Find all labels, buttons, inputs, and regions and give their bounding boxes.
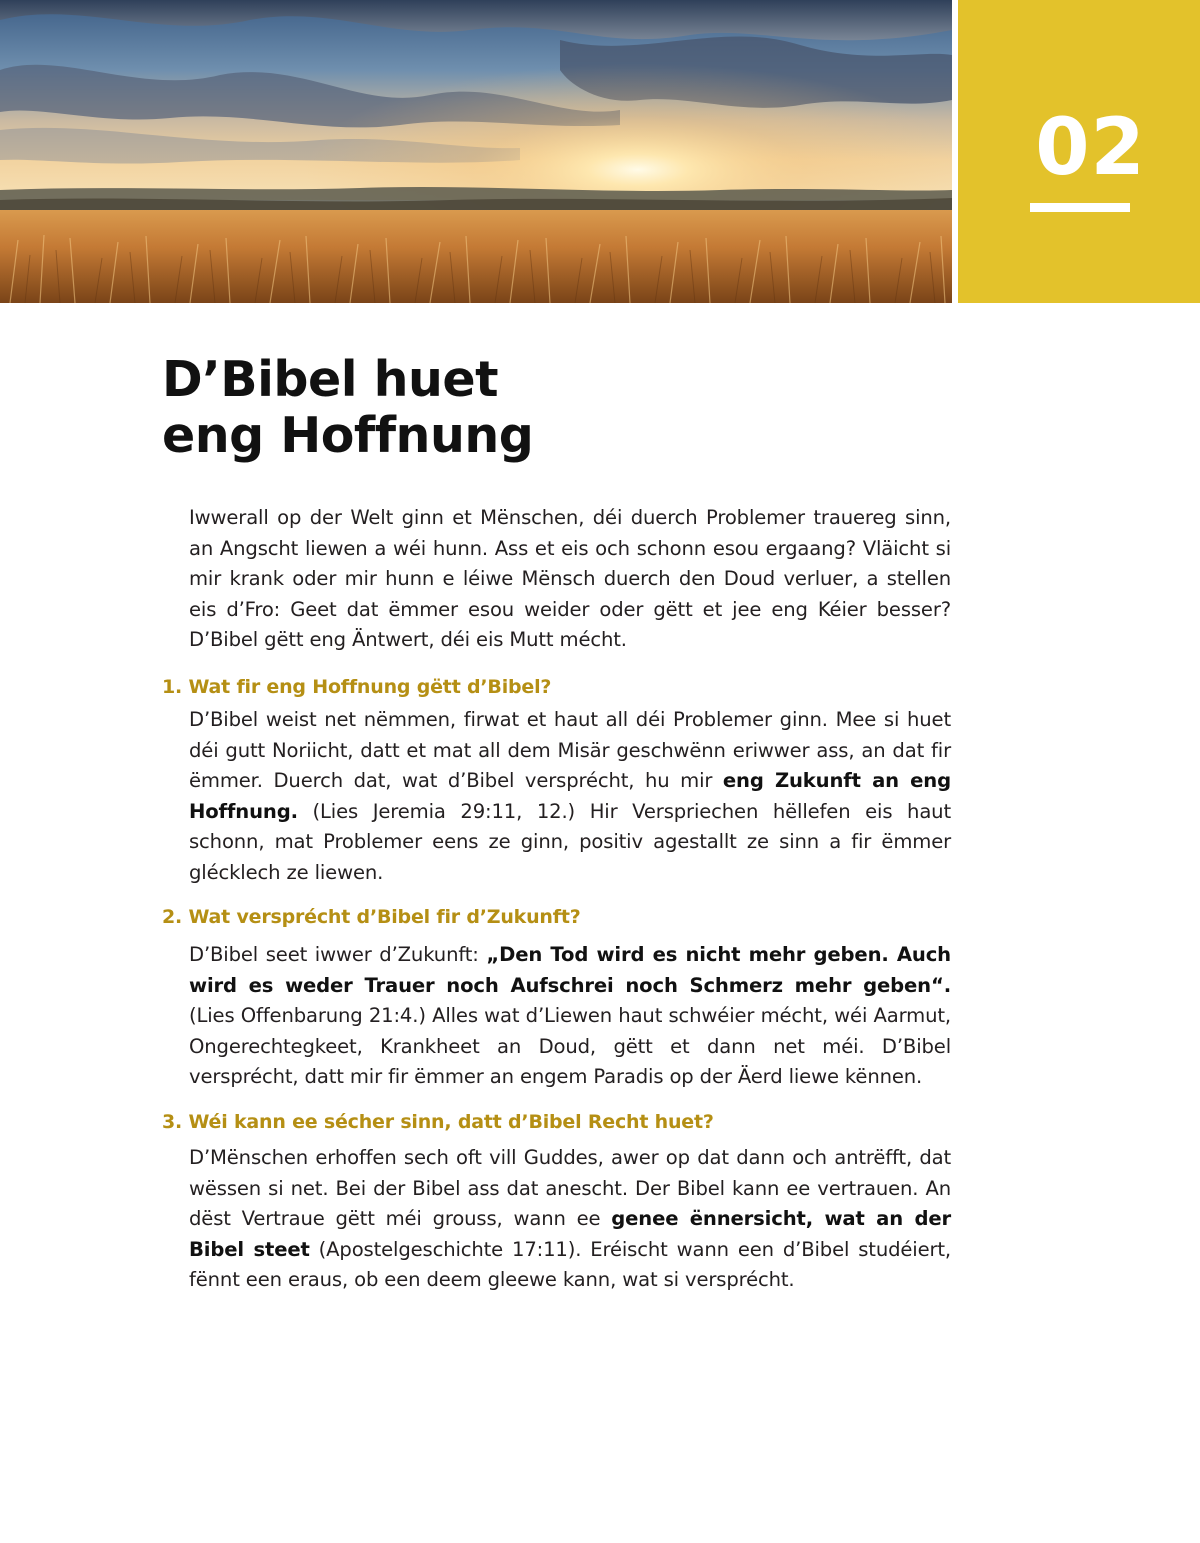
question-2-heading: 2. Wat versprécht d’Bibel fir d’Zukunft? (162, 906, 581, 928)
intro-paragraph: Iwwerall op der Welt ginn et Mënschen, déi duerch Problemer trauereg sinn, an Angscht liewen a wéi hunn. Ass et eis och schonn esou ergaang? Vläicht si mir krank oder mir hunn e léiwe Mënsch duerch den Doud verluer, a stellen eis d’Fro: Geet dat ëmmer esou weider oder gëtt et jee eng Kéier besser? D’Bibel gëtt eng Äntwert, déi eis Mutt mécht. (189, 506, 951, 651)
page-title (162, 352, 533, 464)
page-title-line-1: D’Bibel huet (162, 351, 499, 408)
question-3-heading: 3. Wéi kann ee sécher sinn, datt d’Bibel Recht huet? (162, 1111, 714, 1133)
section-2-text: D’Bibel seet iwwer d’Zukunft: (189, 943, 487, 966)
sunset-wheat-field-illustration (0, 0, 952, 303)
section-3-emphasis: genee ënnersicht, wat an der Bibel steet (189, 1207, 951, 1261)
section-3-answer (189, 1143, 951, 1296)
section-1-answer (189, 705, 951, 888)
section-2-quote: „Den Tod wird es nicht mehr geben. Auch wird es weder Trauer noch Aufschrei noch Schmerz mehr geben“. (189, 943, 951, 997)
section-3-text-continued: (Apostelgeschichte 17:11). Eréischt wann een d’Bibel studéiert, fënnt een eraus, ob een deem gleewe kann, wat si versprécht. (189, 1237, 951, 1291)
section-1-emphasis: eng Zukunft an eng Hoffnung. (189, 769, 951, 823)
badge-underline (1030, 203, 1130, 212)
section-3-text: D’Mënschen erhoffen sech oft vill Guddes, awer op dat dann och antrëfft, dat wëssen si net. Bei der Bibel ass dat anescht. Der Bibel kann ee vertrauen. An dëst Vertraue gëtt méi grouss, wann ee (189, 1146, 951, 1230)
section-2-answer (189, 940, 951, 1093)
hero-image (0, 0, 952, 303)
section-1-text: D’Bibel weist net nëmmen, firwat et haut all déi Problemer ginn. Mee si huet déi gutt Noriicht, datt et mat all dem Misär geschwënn eriwwer ass, an dat fir ëmmer. Duerch dat, wat d’Bibel versprécht, hu mir (189, 708, 951, 792)
page-title-line-2: eng Hoffnung (162, 407, 534, 464)
question-1-heading: 1. Wat fir eng Hoffnung gëtt d’Bibel? (162, 676, 552, 698)
section-1-text-continued: (Lies Jeremia 29:11, 12.) Hir Verspriechen hëllefen eis haut schonn, mat Problemer eens ze ginn, positiv agestallt ze sinn a fir ëmmer glécklech ze liewen. (189, 799, 951, 884)
lesson-number-badge (958, 0, 1200, 303)
lesson-number: 02 (1035, 103, 1146, 193)
section-2-text-continued: (Lies Offenbarung 21:4.) Alles wat d’Liewen haut schwéier mécht, wéi Aarmut, Ongerechtegkeet, Krankheet an Doud, gëtt et dann net méi. D’Bibel versprécht, datt mir fir ëmmer an engem Paradis op der Äerd liewe kënnen. (189, 1004, 951, 1088)
